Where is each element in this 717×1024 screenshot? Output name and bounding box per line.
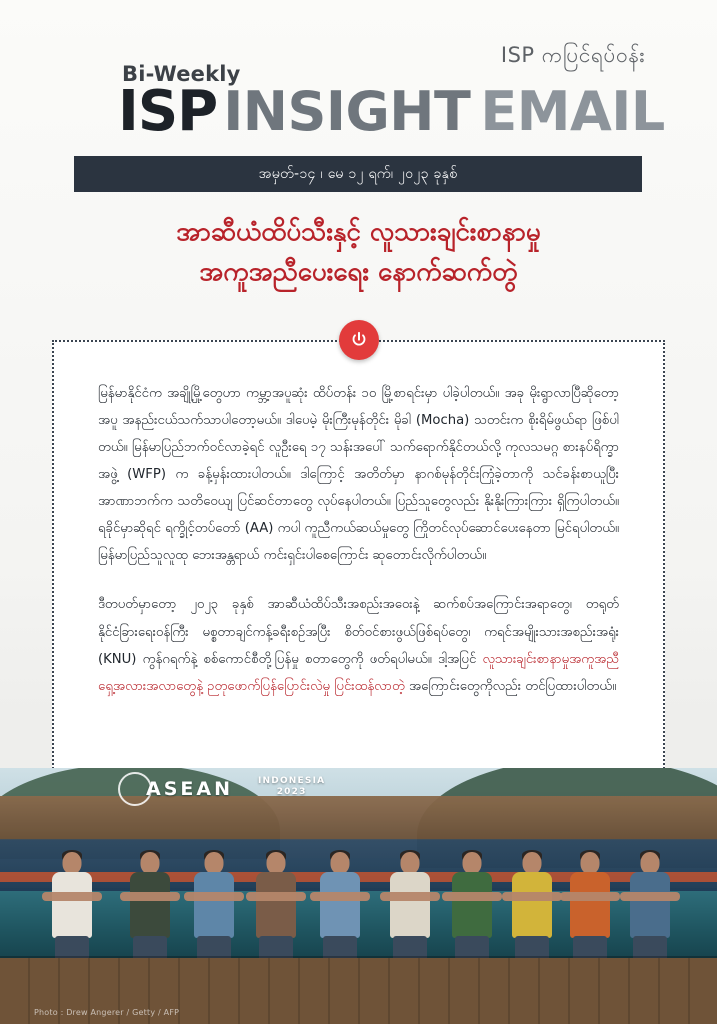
leader-arms xyxy=(380,892,440,901)
leader-arms xyxy=(620,892,680,901)
leader-body xyxy=(512,872,552,938)
leader-arms xyxy=(502,892,562,901)
masthead-title xyxy=(118,79,665,144)
leader-arms xyxy=(246,892,306,901)
leader-head xyxy=(523,852,542,874)
leader-arms xyxy=(310,892,370,901)
article-paragraph-2 xyxy=(98,591,619,699)
paragraph-2-pre: ဒီတပတ်မှာတော့ ၂၀၂၃ ခုနှစ် အာဆီယံထိပ်သီးအစည်းအဝေးနဲ့ ဆက်စပ်အကြောင်းအရာတွေ၊ တရုတ်နိုင်ငံခြားရေးဝန်ကြီး မစ္စတာချင်ကန့်ခရီးစဉ်အပြီး စိတ်ဝင်စားဖွယ်ဖြစ်ရပ်တွေ၊ ကရင်အမျိုးသားအစည်းအရုံး (KNU) ကွန်ဂရက်နဲ့ စစ်ကောင်စီတို့ပြန်မှု စတာတွေကို ဖတ်ရပါမယ်။ ဒါ့အပြင် xyxy=(98,597,619,667)
leader-head xyxy=(267,852,286,874)
leader-arms xyxy=(442,892,502,901)
brand-myanmar-label: ISP ကပြင်ရပ်ဝန်း xyxy=(500,43,645,67)
leader-arms xyxy=(184,892,244,901)
masthead-isp: ISP xyxy=(118,79,218,144)
cover-photo xyxy=(0,768,717,1024)
leader-head xyxy=(463,852,482,874)
leader-arms xyxy=(560,892,620,901)
leader-body xyxy=(320,872,360,938)
asean-host-label xyxy=(258,776,325,799)
leader-arms xyxy=(120,892,180,901)
page-title xyxy=(0,212,717,293)
photo-credit: Photo : Drew Angerer / Getty / AFP xyxy=(34,1008,180,1017)
leader-body xyxy=(130,872,170,938)
header xyxy=(0,0,717,175)
paragraph-2-post: အကြောင်းတွေကိုလည်း တင်ပြထားပါတယ်။ xyxy=(404,678,617,694)
asean-host-year: 2023 xyxy=(276,787,307,798)
issue-bar xyxy=(74,156,642,192)
leader-body xyxy=(390,872,430,938)
article-body xyxy=(54,342,663,700)
paragraph-2-highlight: လူသားချင်းစာနာမှုအကူအညီ ရှေ့အလားအလာတွေနဲ့ ဉတုဖောက်ပြန်ပြောင်းလဲမှု ပြင်းထန်လာတဲ့ xyxy=(98,651,619,694)
headline-line-1: အာဆီယံထိပ်သီးနှင့် လူသားချင်းစာနာမှု xyxy=(176,217,541,247)
masthead-insight: INSIGHT xyxy=(223,80,471,143)
leader-head xyxy=(63,852,82,874)
biweekly-label: Bi-Weekly xyxy=(122,62,241,86)
leader-body xyxy=(630,872,670,938)
leader-body xyxy=(256,872,296,938)
article-body-box xyxy=(52,340,665,788)
asean-logo-text: ASEAN xyxy=(146,778,233,800)
leader-head xyxy=(641,852,660,874)
masthead-email: EMAIL xyxy=(480,80,665,143)
leader-body xyxy=(52,872,92,938)
headline-line-2: အကူအညီပေးရေး နောက်ဆက်တွဲ xyxy=(199,257,518,288)
leader-head xyxy=(401,852,420,874)
power-icon xyxy=(339,320,379,360)
leader-body xyxy=(194,872,234,938)
leader-body xyxy=(570,872,610,938)
leader-arms xyxy=(42,892,102,901)
leader-head xyxy=(205,852,224,874)
leader-body xyxy=(452,872,492,938)
asean-host-country: INDONESIA xyxy=(258,776,326,786)
issue-text: အမှတ်-၁၄ ၊ မေ ၁၂ ရက်၊ ၂၀၂၃ ခုနှစ် xyxy=(258,165,458,182)
leader-head xyxy=(331,852,350,874)
leader-head xyxy=(141,852,160,874)
article-paragraph-1: မြန်မာနိုင်ငံက အချို့မြို့တွေဟာ ကမ္ဘာ့အပူဆုံး ထိပ်တန်း ၁၀ မြို့စာရင်းမှာ ပါခဲ့ပါတယ်။ အခု မိုးရွာလာပြီဆိုတော့ အပူ အနည်းငယ်သက်သာပါတော့မယ်။ ဒါပေမဲ့ မိုးကြီးမုန်တိုင်း မိုခါ (Mocha) သတင်းက စိုးရိမ်ဖွယ်ရာ ဖြစ်ပါတယ်။ မြန်မာပြည်ဘက်ဝင်လာခဲ့ရင် လူဦးရေ ၁၇ သန်းအပေါ် သက်ရောက်နိုင်တယ်လို့ ကုလသမဂ္ဂ စားနပ်ရိက္ခာအဖွဲ့ (WFP) က ခန့်မှန်းထားပါတယ်။ ဒါကြောင့် အတိတ်မှာ နာဂစ်မုန်တိုင်းကြုံခဲ့တာကို သင်ခန်းစာယူပြီး အာဏာဘက်က သတိဝေယျ ပြင်ဆင်တာတွေ လုပ်နေပါတယ်။ ပြည်သူတွေလည်း နိုးနိုးကြားကြား ရှိကြပါတယ်။ ရခိုင်မှာဆိုရင် ရက္ခိုင့်တပ်တော် (AA) ကပါ ကူညီကယ်ဆယ်မှုတွေ ကြိုတင်လုပ်ဆောင်ပေးနေတာ မြင်ရပါတယ်။ မြန်မာပြည်သူလူထု ဘေးအန္တရာယ် ကင်းရှင်းပါစေကြောင်း ဆုတောင်းလိုက်ပါတယ်။ xyxy=(98,386,620,564)
leader-head xyxy=(581,852,600,874)
